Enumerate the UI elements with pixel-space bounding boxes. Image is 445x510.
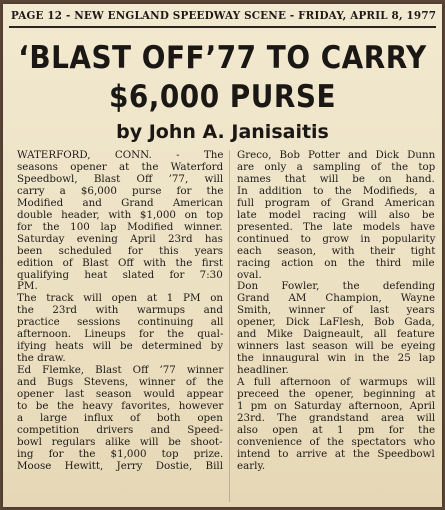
article-line: preceed the opener, beginning at <box>237 388 436 401</box>
article-line: continued to grow in popularity <box>237 232 436 245</box>
article-line: for the 100 lap Modified winner. <box>17 220 223 233</box>
article-line: presented. The late models have <box>237 220 435 233</box>
article-line: practice sessions continuing all <box>17 316 224 329</box>
article-column-left <box>17 150 223 473</box>
article-line: winners last season will be eyeing <box>237 340 436 353</box>
article-line: competition drivers and Speed- <box>17 423 224 436</box>
article-line: to be the heavy favorites, however <box>17 400 224 413</box>
article-line: Saturday evening April 23rd has <box>17 232 223 245</box>
article-line: Grand AM Champion, Wayne <box>237 292 436 305</box>
article-line: been scheduled for this years <box>17 244 224 257</box>
article-line: names that will be on hand. <box>237 172 435 185</box>
article-line: and Mike Daigneault, all feature <box>237 328 435 341</box>
article-line: double header, with $1,000 on top <box>17 208 224 221</box>
headline-line-1 <box>3 40 442 76</box>
article-line: opener, Dick LaFlesh, Bob Gada, <box>237 316 435 329</box>
headline-line-1-text: ‘BLAST OFF’77 TO CARRY <box>18 40 427 76</box>
article-line: and Bugs Stevens, winner of the <box>17 376 224 389</box>
byline <box>3 121 442 143</box>
article-line: convenience of the spectators who <box>237 435 436 448</box>
article-line: WATERFORD, CONN. - The <box>17 149 224 161</box>
article-line: ifying heats will be determined by <box>17 340 224 353</box>
article-line: the 23rd with warmups and <box>17 304 223 317</box>
article-column-right <box>237 150 435 473</box>
article-line: Modified and Grand American <box>17 196 223 209</box>
article-line: Don Fowler, the defending <box>237 280 436 293</box>
article-line: full program of Grand American <box>237 196 435 209</box>
article-line: a large influx of both open <box>17 411 223 424</box>
article-line: The track will open at 1 PM on <box>17 292 224 305</box>
article-line: oval. <box>237 268 262 281</box>
header-rule <box>9 26 436 28</box>
article-line: 1 pm on Saturday afternoon, April <box>237 400 436 413</box>
article-line: also open at 1 pm for the <box>237 423 436 436</box>
article-line: headliner. <box>237 364 289 377</box>
article-line: are only a sampling of the top <box>237 160 436 173</box>
column-gutter <box>229 150 230 502</box>
article-line: late model racing will also be <box>237 208 435 221</box>
article-line: the innaugural win in the 25 lap <box>237 352 436 365</box>
article-line: Moose Hewitt, Jerry Dostie, Bill <box>17 459 224 472</box>
article-line: Smith, winner of last years <box>237 304 435 317</box>
article-line: Speedbowl, Blast Off ’77, will <box>17 172 224 185</box>
article-line: 23rd. The grandstand area will <box>237 411 436 424</box>
article-line: edition of Blast Off with the first <box>17 256 224 269</box>
byline-text: by John A. Janisaitis <box>116 121 329 143</box>
article-line: Greco, Bob Potter and Dick Dunn <box>237 149 436 161</box>
article-line: the draw. <box>17 352 66 365</box>
article-line: intend to arrive at the Speedbowl <box>237 447 435 460</box>
article-line: qualifying heat slated for 7:30 <box>17 268 223 281</box>
headline-line-2-text: $6,000 PURSE <box>108 79 337 115</box>
article-line: racing action on the third mile <box>237 256 435 269</box>
headline-line-2 <box>3 79 442 115</box>
article-line: ing for the $1,000 top prize. <box>17 447 224 460</box>
article-line: carry a $6,000 purse for the <box>17 184 224 197</box>
newspaper-clipping <box>3 4 442 507</box>
article-line: bowl regulars alike will be shoot- <box>17 435 223 448</box>
article-line: Ed Flemke, Blast Off ’77 winner <box>17 364 224 377</box>
article-line: A full afternoon of warmups will <box>237 376 436 389</box>
article-line: afternoon. Lineups for the qual- <box>17 328 224 341</box>
article-line: PM. <box>17 280 38 293</box>
article-line: opener last season would appear <box>17 388 224 401</box>
article-line: seasons opener at the Waterford <box>17 160 224 173</box>
page-header: PAGE 12 - NEW ENGLAND SPEEDWAY SCENE - FRIDAY, APRIL 8, 1977 <box>11 8 437 22</box>
article-line: In addition to the Modifieds, a <box>237 184 436 197</box>
article-line: early. <box>237 459 266 472</box>
article-line: each season, with their tight <box>237 244 436 257</box>
